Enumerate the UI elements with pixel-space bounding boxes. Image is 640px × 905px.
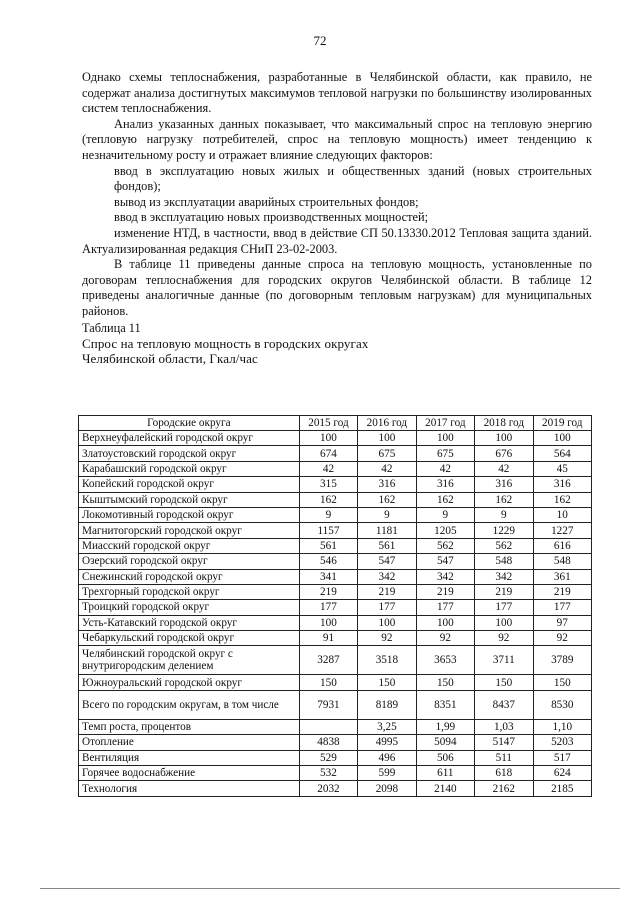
value-cell: 92 <box>475 631 533 646</box>
value-cell: 100 <box>299 431 357 446</box>
value-cell: 3711 <box>475 646 533 675</box>
district-name-cell: Озерский городской округ <box>79 554 300 569</box>
value-cell: 2185 <box>533 781 591 796</box>
value-cell: 547 <box>416 554 474 569</box>
value-cell: 219 <box>475 584 533 599</box>
value-cell: 506 <box>416 750 474 765</box>
table-row <box>79 646 592 675</box>
column-header: 2016 год <box>358 416 416 431</box>
table-row <box>79 584 592 599</box>
value-cell: 315 <box>299 477 357 492</box>
list-item: ввод в эксплуатацию новых жилых и общественных зданий (новых строительных фондов); <box>114 163 592 194</box>
value-cell: 529 <box>299 750 357 765</box>
value-cell: 3653 <box>416 646 474 675</box>
value-cell: 92 <box>358 631 416 646</box>
value-cell: 2098 <box>358 781 416 796</box>
table-row <box>79 735 592 750</box>
table-row <box>79 615 592 630</box>
value-cell: 316 <box>358 477 416 492</box>
table-row <box>79 431 592 446</box>
value-cell: 3287 <box>299 646 357 675</box>
value-cell: 517 <box>533 750 591 765</box>
value-cell: 42 <box>475 461 533 476</box>
table-header-row <box>79 416 592 431</box>
value-cell: 342 <box>475 569 533 584</box>
value-cell: 675 <box>358 446 416 461</box>
table-row <box>79 523 592 538</box>
value-cell: 100 <box>299 615 357 630</box>
value-cell: 42 <box>358 461 416 476</box>
paragraph: Однако схемы теплоснабжения, разработанные в Челябинской области, как правило, не содержат анализа достигнутых максимумов тепловой нагрузки по большинству изолированных систем теплоснабжения. <box>82 70 592 116</box>
value-cell: 1,10 <box>533 719 591 734</box>
value-cell: 676 <box>475 446 533 461</box>
value-cell: 9 <box>416 507 474 522</box>
value-cell: 177 <box>416 600 474 615</box>
value-cell: 1205 <box>416 523 474 538</box>
table-title-line2: Челябинской области, Гкал/час <box>82 351 258 367</box>
value-cell: 1,99 <box>416 719 474 734</box>
table-row <box>79 766 592 781</box>
value-cell: 100 <box>416 431 474 446</box>
value-cell: 675 <box>416 446 474 461</box>
value-cell: 674 <box>299 446 357 461</box>
district-name-cell: Горячее водоснабжение <box>79 766 300 781</box>
column-header: 2015 год <box>299 416 357 431</box>
value-cell: 8351 <box>416 690 474 719</box>
value-cell: 92 <box>416 631 474 646</box>
value-cell: 342 <box>416 569 474 584</box>
value-cell: 177 <box>533 600 591 615</box>
value-cell: 562 <box>416 538 474 553</box>
district-name-cell: Локомотивный городской округ <box>79 507 300 522</box>
value-cell: 316 <box>475 477 533 492</box>
value-cell: 618 <box>475 766 533 781</box>
value-cell: 8437 <box>475 690 533 719</box>
value-cell: 599 <box>358 766 416 781</box>
value-cell: 100 <box>358 431 416 446</box>
value-cell: 150 <box>533 675 591 690</box>
value-cell: 100 <box>475 615 533 630</box>
column-header: 2019 год <box>533 416 591 431</box>
value-cell: 1157 <box>299 523 357 538</box>
value-cell: 91 <box>299 631 357 646</box>
value-cell: 561 <box>299 538 357 553</box>
value-cell: 1181 <box>358 523 416 538</box>
column-header: 2018 год <box>475 416 533 431</box>
value-cell: 219 <box>416 584 474 599</box>
list-item: изменение НТД, в частности, ввод в действие СП 50.13330.2012 Тепловая защита зданий. Актуализированная редакция СНиП 23-02-2003. <box>82 225 592 256</box>
value-cell: 548 <box>533 554 591 569</box>
table-row <box>79 477 592 492</box>
table-row <box>79 569 592 584</box>
value-cell: 342 <box>358 569 416 584</box>
value-cell: 42 <box>299 461 357 476</box>
value-cell: 1229 <box>475 523 533 538</box>
value-cell: 8189 <box>358 690 416 719</box>
value-cell: 150 <box>475 675 533 690</box>
value-cell <box>299 719 357 734</box>
table-row <box>79 446 592 461</box>
table-row <box>79 675 592 690</box>
value-cell: 1227 <box>533 523 591 538</box>
value-cell: 1,03 <box>475 719 533 734</box>
value-cell: 8530 <box>533 690 591 719</box>
value-cell: 162 <box>299 492 357 507</box>
table-row <box>79 554 592 569</box>
value-cell: 177 <box>299 600 357 615</box>
value-cell: 361 <box>533 569 591 584</box>
district-name-cell: Копейский городской округ <box>79 477 300 492</box>
value-cell: 42 <box>416 461 474 476</box>
value-cell: 92 <box>533 631 591 646</box>
value-cell: 9 <box>475 507 533 522</box>
value-cell: 177 <box>475 600 533 615</box>
value-cell: 100 <box>416 615 474 630</box>
district-name-cell: Отопление <box>79 735 300 750</box>
district-name-cell: Магнитогорский городской округ <box>79 523 300 538</box>
district-name-cell: Карабашский городской округ <box>79 461 300 476</box>
value-cell: 3518 <box>358 646 416 675</box>
value-cell: 561 <box>358 538 416 553</box>
body-text <box>82 70 592 366</box>
value-cell: 150 <box>299 675 357 690</box>
footer-divider <box>40 888 620 889</box>
value-cell: 548 <box>475 554 533 569</box>
value-cell: 7931 <box>299 690 357 719</box>
district-name-cell: Челябинский городской округ с внутригородским делением <box>79 646 300 675</box>
value-cell: 2140 <box>416 781 474 796</box>
table-row <box>79 507 592 522</box>
value-cell: 5147 <box>475 735 533 750</box>
table-row <box>79 690 592 719</box>
district-name-cell: Усть-Катавский городской округ <box>79 615 300 630</box>
value-cell: 150 <box>358 675 416 690</box>
value-cell: 100 <box>533 431 591 446</box>
district-name-cell: Верхнеуфалейский городской округ <box>79 431 300 446</box>
value-cell: 5094 <box>416 735 474 750</box>
district-name-cell: Кыштымский городской округ <box>79 492 300 507</box>
value-cell: 45 <box>533 461 591 476</box>
value-cell: 562 <box>475 538 533 553</box>
paragraph: В таблице 11 приведены данные спроса на тепловую мощность, установленные по договорам теплоснабжения для городских округов Челябинской области. В таблице 12 приведены аналогичные данные (по договорным тепловым нагрузкам) для муниципальных районов. <box>82 257 592 318</box>
district-name-cell: Южноуральский городской округ <box>79 675 300 690</box>
value-cell: 611 <box>416 766 474 781</box>
value-cell: 150 <box>416 675 474 690</box>
table-row <box>79 492 592 507</box>
value-cell: 532 <box>299 766 357 781</box>
value-cell: 10 <box>533 507 591 522</box>
page-number: 72 <box>313 33 327 48</box>
value-cell: 100 <box>358 615 416 630</box>
paragraph: Анализ указанных данных показывает, что максимальный спрос на тепловую энергию (тепловую нагрузку потребителей, спрос на тепловую мощность) имеет тенденцию к незначительному росту и отражает влияние следующих факторов: <box>82 116 592 162</box>
value-cell: 546 <box>299 554 357 569</box>
value-cell: 4838 <box>299 735 357 750</box>
value-cell: 9 <box>299 507 357 522</box>
table-row <box>79 538 592 553</box>
value-cell: 547 <box>358 554 416 569</box>
value-cell: 219 <box>533 584 591 599</box>
district-name-cell: Темп роста, процентов <box>79 719 300 734</box>
value-cell: 162 <box>358 492 416 507</box>
value-cell: 316 <box>533 477 591 492</box>
value-cell: 219 <box>358 584 416 599</box>
demand-table <box>78 415 592 797</box>
value-cell: 5203 <box>533 735 591 750</box>
value-cell: 177 <box>358 600 416 615</box>
value-cell: 616 <box>533 538 591 553</box>
value-cell: 2032 <box>299 781 357 796</box>
district-name-cell: Технология <box>79 781 300 796</box>
value-cell: 219 <box>299 584 357 599</box>
table-row <box>79 600 592 615</box>
value-cell: 2162 <box>475 781 533 796</box>
list-item: вывод из эксплуатации аварийных строительных фондов; <box>114 194 419 209</box>
table-row <box>79 750 592 765</box>
table-label: Таблица 11 <box>82 320 141 335</box>
district-name-cell: Чебаркульский городской округ <box>79 631 300 646</box>
value-cell: 100 <box>475 431 533 446</box>
value-cell: 4995 <box>358 735 416 750</box>
district-name-cell: Троицкий городской округ <box>79 600 300 615</box>
value-cell: 496 <box>358 750 416 765</box>
table-row <box>79 719 592 734</box>
list-item: ввод в эксплуатацию новых производственных мощностей; <box>114 210 429 225</box>
value-cell: 9 <box>358 507 416 522</box>
district-name-cell: Снежинский городской округ <box>79 569 300 584</box>
value-cell: 341 <box>299 569 357 584</box>
table-title: Спрос на тепловую мощность в городских округах <box>82 336 369 352</box>
value-cell: 162 <box>475 492 533 507</box>
value-cell: 3789 <box>533 646 591 675</box>
value-cell: 162 <box>416 492 474 507</box>
district-name-cell: Вентиляция <box>79 750 300 765</box>
district-name-cell: Всего по городским округам, в том числе <box>79 690 300 719</box>
district-name-cell: Трехгорный городской округ <box>79 584 300 599</box>
value-cell: 162 <box>533 492 591 507</box>
value-cell: 97 <box>533 615 591 630</box>
value-cell: 564 <box>533 446 591 461</box>
column-header: Городские округа <box>79 416 300 431</box>
district-name-cell: Миасский городской округ <box>79 538 300 553</box>
column-header: 2017 год <box>416 416 474 431</box>
table-row <box>79 631 592 646</box>
value-cell: 624 <box>533 766 591 781</box>
table-row <box>79 781 592 796</box>
value-cell: 511 <box>475 750 533 765</box>
table-row <box>79 461 592 476</box>
value-cell: 316 <box>416 477 474 492</box>
district-name-cell: Златоустовский городской округ <box>79 446 300 461</box>
value-cell: 3,25 <box>358 719 416 734</box>
